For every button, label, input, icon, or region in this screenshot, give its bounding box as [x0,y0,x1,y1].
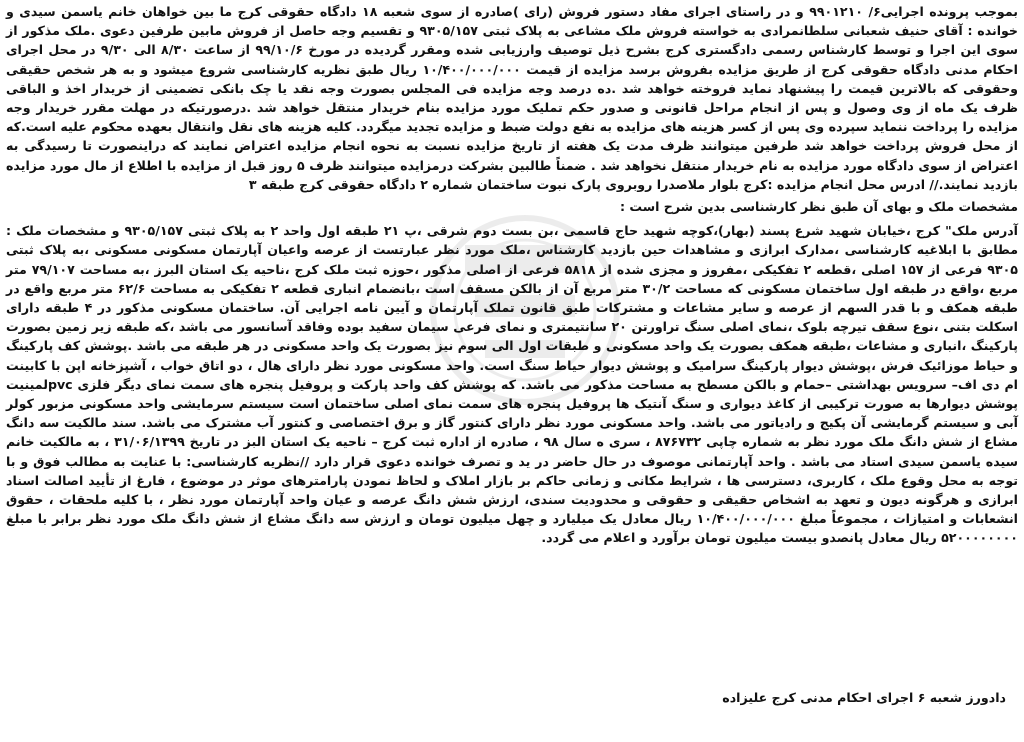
paragraph-auction-order: بموجب پرونده اجرایی۶/ ۹۹۰۱۲۱۰ و در راستای اجرای مفاد دستور فروش (رای )صادره از سوی شعبه ۱۸ دادگاه حقوقی کرج ما بین خواهان خانم یاسمن سیدی و خوانده : آقای حنیف شعبانی سلطانمرادی به خواسته فروش ملک مشاعی به پلاک ثبتی ۹۳۰۵/۱۵۷ و تقسیم وجه حاصل از فروش مابین طرفین دعوی .ملک مذکور از سوی این اجرا و توسط کارشناس رسمی دادگستری کرج بشرح ذیل توصیف وارزیابی شده ومقرر گردیده در مورخ ۹۹/۱۰/۶ از ساعت ۸/۳۰ الی ۹/۳۰ در محل اجرای احکام مدنی دادگاه حقوقی کرج از طریق مزایده بفروش برسد مزایده از قیمت ۱۰/۴۰۰/۰۰۰/۰۰۰ ریال طبق نظریه کارشناسی شروع میشود و به هر شخص حقیقی وحقوقی که بالاترین قیمت را پیشنهاد نماید فروخته خواهد شد .ده درصد وجه مزایده فی المجلس بصورت وجه نقد یا چک بانکی تضمینی از خریدار اخذ و الباقی ظرف یک ماه از وی وصول و پس از انجام مراحل قانونی و صدور حکم تملیک مورد مزایده بنام خریدار منتقل خواهد شد .درصورتیکه در مهلت مقرر خریدار وجه مزایده را پرداخت ننماید سپرده وی پس از کسر هزینه های مزایده به نفع دولت ضبط و مزایده تجدید میگردد. کلیه هزینه های نقل وانتقال بعهده محکوم علیه است.که از محل فروش پرداخت خواهد شد طرفین میتوانند ظرف مدت یک هفته از تاریخ مزایده نسبت به نحوه انجام مزایده اعتراض نمایند که دراینصورت تا رسیدگی به اعتراض از سوی دادگاه مورد مزایده به نام خریدار منتقل نخواهد شد . ضمناً طالبین بشرکت درمزایده میتوانند ظرف ۵ روز قبل از مزایده با اطلاع از مال مورد مزایده بازدید نمایند.// ادرس محل انجام مزایده :کرج بلوار ملاصدرا روبروی پارک نبوت ساختمان شماره ۲ دادگاه حقوقی کرج طبقه ۳ [6,4,1018,192]
paragraph-specs-heading: مشخصات ملک و بهای آن طبق نظر کارشناسی بدین شرح است : [619,199,1018,215]
notice-body [6,2,1018,548]
paragraph-property-specs: آدرس ملک" کرج ،خیابان شهید شرع پسند (بهار)،کوچه شهید حاج قاسمی ،بن بست دوم شرقی ،پ ۲۱ طبقه اول واحد ۲ به پلاک ثبتی ۹۳۰۵/۱۵۷ و مشخصات ملک : مطابق با ابلاغیه کارشناسی ،مدارک ابرازی و مشاهدات حین بازدید کارشناس ،ملک مورد نظر عبارتست از عرصه واعیان آپارتمان مسکونی مسکونی ،به پلاک ثبتی ۹۳۰۵ فرعی از ۱۵۷ اصلی ،قطعه ۲ تفکیکی ،مفروز و مجزی شده از ۵۸۱۸ فرعی از اصلی مذکور ،حوزه ثبت ملک کرج ،ناحیه یک استان البرز ،به مساحت ۷۹/۱۰۷ متر مربع ،واقع در طبقه اول ساختمان مسکونی که مساحت ۳۰/۲ متر مربع آن از بالکن مسقف است ،بانضمام انباری قطعه ۲ تفکیکی به مساحت ۶۲/۶ متر مربع واقع در طبقه همکف و با قدر السهم از عرصه و سایر مشاعات و مشترکات طبق قانون تملک آپارتمان و آیین نامه اجرایی آن. ساختمان مسکونی مذکور در ۴ طبقه دارای اسکلت بتنی ،نوع سقف تیرچه بلوک ،نمای اصلی سنگ تراورتن ۲۰ سانتیمتری و نمای فرعی سیمان سفید بوده وفاقد آسانسور می باشد ،که طبقه زیر زمین بصورت پارکینگ ،انباری و مشاعات ،طبقه همکف بصورت یک واحد مسکونی و طبقات اول الی سوم نیز بصورت یک واحد مسکونی در هر طبقه می باشد .پوشش کف پارکینگ و حیاط موزائیک فرش ،پوشش دیوار پارکینگ سرامیک و پوشش دیوار حیاط سنگ است. واحد مسکونی مورد نظر دارای هال ، دو اتاق خواب ، آشپزخانه اپن با کابینت ام دی اف– سرویس بهداشتی –حمام و بالکن مسطح به مساحت مذکور می باشد. که پوشش کف واحد پارکت و پروفیل پنجره های سمت نمای دیگر فلزی pvcلمینیت پوشش دیوارها به صورت ترکیبی از کاغذ دیواری و سنگ آنتیک ها پروفیل پنجره های سمت نمای اصلی ساختمان است سیستم سرمایشی واحد مسکونی مزبور کولر آبی و سیستم گرمایشی آن پکیج و رادیاتور می باشد. واحد مسکونی مورد نظر دارای کنتور گاز و برق اختصاصی و کنتور آب مشترک می باشد. سند مالکیت سه دانگ مشاع از شش دانگ ملک مورد نظر به شماره چاپی ۸۷۶۷۳۲ ، سری ه سال ۹۸ ، صادره از اداره ثبت کرج – ناحیه یک استان البز در تاریخ ۳۱/۰۶/۱۳۹۹ ، به مالکیت خانم سیده یاسمن سیدی استاد می باشد . واحد آپارتمانی موصوف در حال حاضر در ید و تصرف خوانده دعوی قرار دارد //نظریه کارشناسی: با عنایت به مطالب فوق و با توجه به محل وقوع ملک ، کاربری، دسترسی ها ، شرایط مکانی و زمانی حاکم بر بازار املاک و لحاظ نمودن پارامترهای موثر در موضوع ، فارغ از تأیید اصالت اسناد ابرازی و هرگونه دیون و تعهد به اشخاص حقیقی و حقوقی و محدودیت سندی، ارزش شش دانگ عرصه و عیان واحد آپارتمان مورد نظر ، با کلیه ملحقات ، حقوق انشعابات و امتیازات ، مجموعاً مبلغ ۱۰/۴۰۰/۰۰۰/۰۰۰ ریال معادل یک میلیارد و چهل میلیون تومان و ارزش سه دانگ مشاع از شش دانگ ملک مورد نظر برابر با مبلغ ۵۲۰۰۰۰۰۰۰۰ ریال معادل پانصدو بیست میلیون تومان برآورد و اعلام می گردد. [6,223,1019,546]
signature-line: دادورز شعبه ۶ اجرای احکام مدنی کرج علیزاده [722,690,1006,705]
